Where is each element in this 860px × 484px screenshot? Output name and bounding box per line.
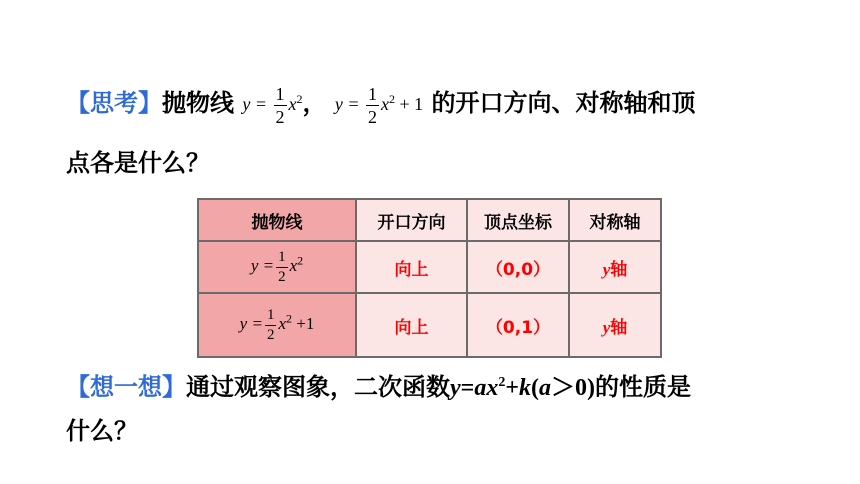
row-1-variable: x [289, 255, 298, 275]
row-1-axis [569, 241, 661, 293]
equation-1-left: y = [242, 94, 272, 114]
think-prompt-line2: 点各是什么？ [66, 149, 210, 177]
row-2-axis [569, 293, 661, 357]
fraction-bar [265, 325, 277, 326]
equation-1-fraction [274, 85, 287, 126]
equation-1 [242, 82, 302, 126]
equation-2-exponent: 2 [389, 92, 395, 106]
equation-1-exponent: 2 [296, 92, 303, 106]
formula-zero: 0 [575, 375, 588, 401]
think2-tail-text: 的性质是 [595, 373, 692, 401]
formula-a: a [539, 375, 552, 401]
equation-1-numerator: 1 [275, 84, 285, 105]
think2-tag-open: 【 [66, 373, 90, 401]
fraction-bar [276, 267, 288, 268]
equation-1-variable: x [288, 94, 297, 114]
row-2-numerator: 1 [266, 306, 275, 323]
row-2-direction: 向上 [356, 293, 467, 357]
equation-2-numerator: 1 [368, 84, 377, 105]
equation-2-denominator: 2 [368, 107, 377, 128]
row-2-fraction [265, 308, 277, 343]
formula-exponent: 2 [498, 375, 506, 390]
equation-2-tail: + 1 [395, 94, 424, 114]
row-1-axis-var: y [602, 259, 611, 279]
think2-tag-label: 想一想 [90, 373, 162, 401]
table-row [198, 293, 661, 357]
think2-prompt-line2: 什么？ [66, 417, 138, 445]
header-parabola: 抛物线 [198, 199, 356, 241]
formula-equals: = [460, 375, 475, 401]
think-tag-label: 思考 [90, 89, 138, 118]
row-2-eq-left: y = [239, 313, 263, 333]
row-1-equation-cell [198, 241, 356, 293]
table-header-row [198, 199, 661, 241]
fraction-bar [274, 105, 287, 106]
formula-plus: + [505, 375, 520, 401]
row-2-axis-word: 轴 [610, 317, 628, 338]
equation-2-variable: x [381, 94, 389, 114]
equation-2 [335, 82, 423, 126]
think2-tag-close: 】 [162, 373, 186, 401]
equation-2-fraction [366, 85, 379, 126]
row-2-equation [239, 306, 315, 343]
row-2-variable: x [278, 313, 286, 333]
header-vertex: 顶点坐标 [467, 199, 569, 241]
think2-lead-text: 通过观察图象，二次函数 [186, 373, 450, 401]
row-1-equation [250, 248, 304, 285]
formula-y: y [450, 375, 461, 401]
formula-paren-close: ) [587, 375, 596, 401]
parabola-table [197, 198, 662, 358]
row-1-axis-word: 轴 [610, 259, 628, 280]
header-axis: 对称轴 [569, 199, 661, 241]
row-2-axis-var: y [602, 317, 611, 337]
row-2-tail: +1 [291, 313, 315, 333]
formula-greater-than: ＞ [551, 373, 576, 401]
header-opening-direction: 开口方向 [356, 199, 467, 241]
row-1-numerator: 1 [278, 248, 286, 265]
table-row [198, 241, 661, 293]
equation-2-left: y = [334, 94, 364, 114]
think-tag-open: 【 [66, 89, 90, 118]
formula-ax: ax [474, 375, 499, 401]
row-2-vertex: （0,1） [467, 293, 569, 357]
think-prompt-line1 [66, 82, 696, 126]
row-2-denominator: 2 [266, 326, 275, 343]
row-1-direction: 向上 [356, 241, 467, 293]
think-tag-close: 】 [138, 89, 162, 118]
row-1-fraction [276, 250, 288, 285]
row-1-eq-left: y = [250, 255, 275, 275]
equation-1-denominator: 2 [275, 107, 285, 128]
think-tail-text: 的开口方向、对称轴和顶 [423, 89, 696, 118]
row-1-denominator: 2 [278, 268, 286, 285]
row-2-exponent: 2 [285, 311, 292, 326]
think2-prompt-line1 [66, 366, 691, 405]
row-2-equation-cell [198, 293, 356, 357]
row-1-vertex: （0,0） [467, 241, 569, 293]
think-lead-text: 抛物线 [162, 89, 234, 118]
row-1-exponent: 2 [297, 253, 304, 268]
formula-k: k [519, 375, 532, 401]
fraction-bar [366, 105, 379, 106]
think-comma: ， [302, 89, 327, 118]
formula-paren-open: ( [531, 375, 540, 401]
